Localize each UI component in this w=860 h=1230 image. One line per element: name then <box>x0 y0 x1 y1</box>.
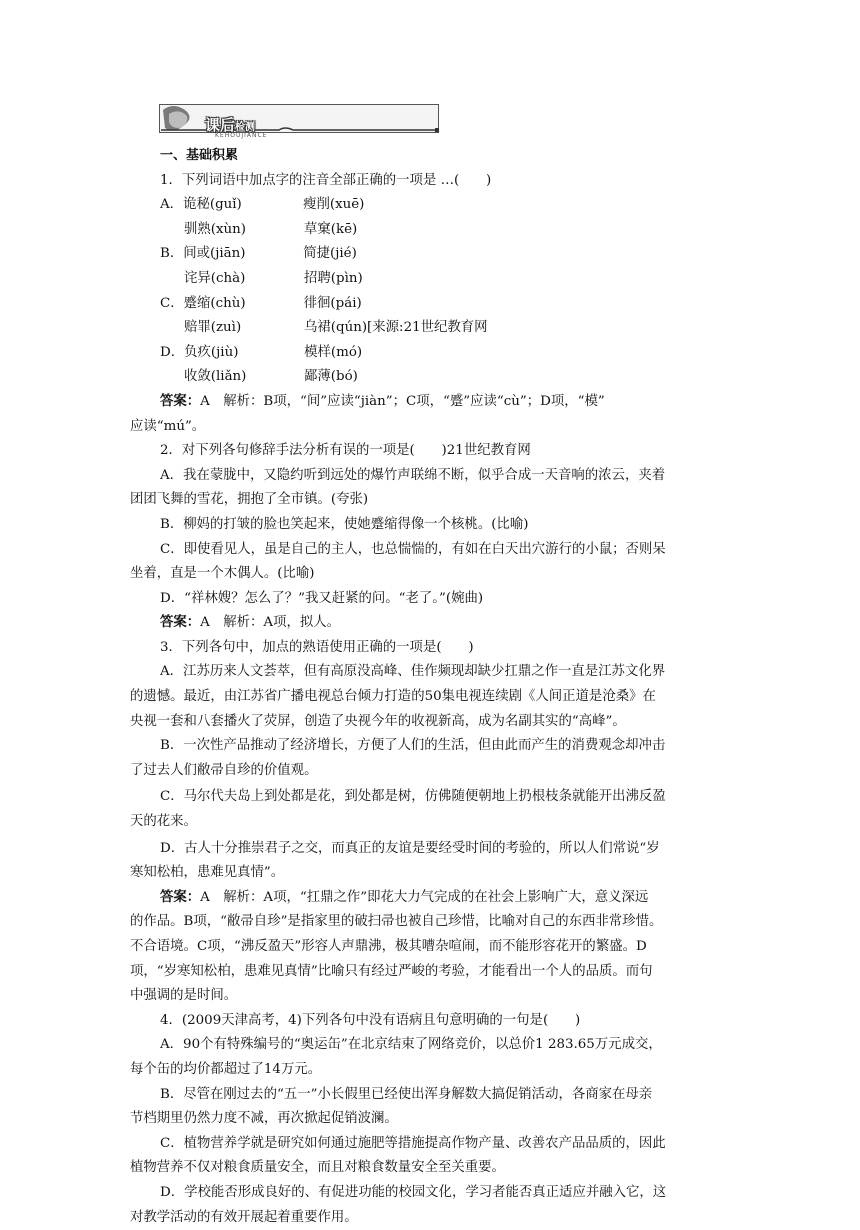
q2-option-a: A．我在蒙胧中，又隐约听到远处的爆竹声联绵不断，似乎合成一天音响的浓云，夹着 <box>160 467 666 483</box>
q3-option-b-line2: 了过去人们敝帚自珍的价值观。 <box>130 762 318 778</box>
banner-subtitle: KEHOUJIANCE <box>215 132 268 139</box>
q3-stem: 3．下列各句中，加点的熟语使用正确的一项是( ) <box>160 639 474 655</box>
q3-answer-line3: 不合语境。C项，“沸反盈天”形容人声鼎沸，极其嘈杂喧闹，而不能形容花开的繁盛。D <box>130 939 647 954</box>
q1-stem: 1．下列词语中加点字的注音全部正确的一项是 …( ) <box>160 172 492 188</box>
section-heading: 一、基础积累 <box>160 148 239 163</box>
q4-option-b: B．尽管在刚过去的“五一”小长假里已经使出浑身解数大搞促销活动，各商家在母亲 <box>160 1086 653 1102</box>
q2-option-c-line2: 坐着，直是一个木偶人。(比喻) <box>130 566 315 582</box>
q2-option-a-line2: 团团飞舞的雪花，拥抱了全市镇。(夸张) <box>130 492 369 508</box>
question-content <box>130 144 732 1230</box>
q1-option-b-line2: 诧异(chà) 招聘(pìn) <box>184 270 363 286</box>
q2-stem: 2．对下列各句修辞手法分析有误的一项是( )21世纪教育网 <box>160 443 531 459</box>
q3-answer: 答案：A 解析：A项，“扛鼎之作”即花大力气完成的在社会上影响广大，意义深远 <box>160 889 649 905</box>
q3-option-a: A．江苏历来人文荟萃，但有高原没高峰、佳作频现却缺少扛鼎之作一直是江苏文化界 <box>160 664 666 680</box>
q1-option-d: D．负疚(jiù) 模样(mó) <box>160 344 363 360</box>
q3-option-a-line2: 的遗憾。最近，由江苏省广播电视总台倾力打造的50集电视连续剧《人间正道是沧桑》在 <box>130 689 656 705</box>
banner-title: 课后检测 <box>205 116 256 134</box>
q4-option-c: C．植物营养学就是研究如何通过施肥等措施提高作物产量、改善农产品品质的，因此 <box>160 1135 666 1151</box>
q3-option-d: D．古人十分推崇君子之交，而真正的友谊是要经受时间的考验的，所以人们常说“岁 <box>160 840 660 856</box>
q4-option-d: D．学校能否形成良好的、有促进功能的校园文化，学习者能否真正适应并融入它，这 <box>160 1184 667 1200</box>
q1-option-b: B．间或(jiān) 简捷(jié) <box>160 246 357 262</box>
banner-frame-icon <box>159 104 441 140</box>
section-banner <box>159 104 441 140</box>
q1-option-a-line2: 驯熟(xùn) 草窠(kē) <box>184 221 358 237</box>
q1-option-d-line2: 收敛(liǎn) 鄙薄(bó) <box>184 369 358 385</box>
q3-option-c: C．马尔代夫岛上到处都是花，到处都是树，仿佛随便朝地上扔根枝条就能开出沸反盈 <box>160 789 666 805</box>
q1-option-c: C．蹙缩(chù) 徘徊(pái) <box>160 295 362 311</box>
q4-option-b-line2: 节档期里仍然力度不减，再次掀起促销波澜。 <box>130 1111 398 1127</box>
q4-stem: 4．(2009天津高考，4)下列各句中没有语病且句意明确的一句是( ) <box>160 1012 581 1028</box>
q3-answer-line5: 中强调的是时间。 <box>130 988 238 1004</box>
q4-option-a: A．90个有特殊编号的“奥运缶”在北京结束了网络竞价，以总价1 283.65万元成交， <box>160 1037 662 1053</box>
q3-option-d-line2: 寒知松柏，患难见真情”。 <box>130 865 285 881</box>
q3-option-c-line2: 天的花来。 <box>130 814 197 830</box>
q2-option-b: B．柳妈的打皱的脸也笑起来，使她蹙缩得像一个核桃。(比喻) <box>160 516 529 532</box>
q3-option-a-line3: 央视一套和八套播火了荧屏，创造了央视今年的收视新高，成为名副其实的“高峰”。 <box>130 713 626 729</box>
q1-answer: 答案：A 解析：B项，“间”应读“jiàn”；C项，“蹙”应读“cù”；D项，“模” <box>160 393 605 409</box>
q2-option-d: D．“祥林嫂？怎么了？”我又赶紧的问。“老了。”(婉曲) <box>160 590 484 606</box>
q1-option-c-line2: 赔罪(zuì) 乌裙(qún)[来源:21世纪教育网 <box>184 320 488 336</box>
q3-option-b: B．一次性产品推动了经济增长，方便了人们的生活，但由此而产生的消费观念却冲击 <box>160 738 666 754</box>
q1-option-a: A．诡秘(guǐ) 瘦削(xuē) <box>160 197 365 213</box>
q2-answer: 答案：A 解析：A项，拟人。 <box>160 615 341 631</box>
q4-option-d-line2: 对教学活动的有效开展起着重要作用。 <box>130 1209 358 1225</box>
q1-answer-line2: 应读“mú”。 <box>130 418 206 434</box>
q4-option-c-line2: 植物营养不仅对粮食质量安全，而且对粮食数量安全至关重要。 <box>130 1160 505 1176</box>
q4-option-a-line2: 每个缶的均价都超过了14万元。 <box>130 1061 322 1077</box>
q3-answer-line2: 的作品。B项，“敝帚自珍”是指家里的破扫帚也被自己珍惜，比喻对自己的东西非常珍惜。 <box>130 914 663 930</box>
q3-answer-line4: 项，“岁寒知松柏，患难见真情”比喻只有经过严峻的考验，才能看出一个人的品质。而句 <box>130 963 653 979</box>
q2-option-c: C．即使看见人，虽是自己的主人，也总惴惴的，有如在白天出穴游行的小鼠；否则呆 <box>160 541 666 557</box>
